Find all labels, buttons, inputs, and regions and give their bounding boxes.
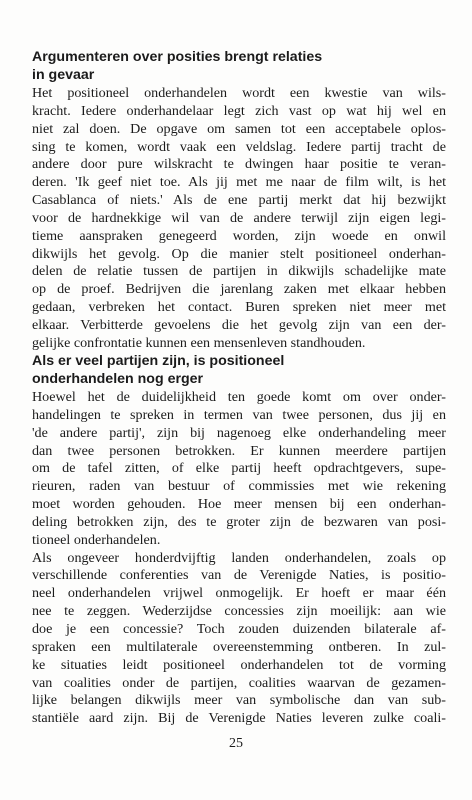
text-line: delen de relatie tussen de partijen in dikwijls schadelijke mate (32, 263, 446, 280)
text-line: gedaan, verbreken het contact. Buren spreken niet meer met (32, 299, 446, 316)
text-line: nee te zeggen. Wederzijdse concessies zijn moeilijk: aan wie (32, 603, 446, 620)
text-line: neel onderhandelen vrijwel onmogelijk. Er hoeft er maar één (32, 585, 446, 602)
paragraph (32, 85, 446, 353)
text-line: op de proef. Bedrijven die jarenlang zaken met elkaar hebben (32, 281, 446, 298)
text-line: dan twee personen betrokken. Er kunnen meerdere partijen (32, 442, 446, 459)
text-line: van coalities onder de partijen, coalities waarvan de gezamen- (32, 674, 446, 691)
text-line: dikwijls het gevolg. Op die manier stelt positioneel onderhan- (32, 245, 446, 262)
paragraph (32, 550, 446, 728)
heading-line: Als er veel partijen zijn, is positioneel (32, 353, 285, 369)
text-line: Hoewel het de duidelijkheid ten goede komt om over onder- (32, 389, 446, 405)
text-line: handelingen te spreken in termen van twee personen, dus jij en (32, 406, 446, 423)
text-line: doe je een concessie? Toch zouden duizenden bilaterale af- (32, 620, 446, 637)
text-line: lijke belangen dikwijls meer van symbolische dan van sub- (32, 692, 446, 709)
text-line: om de tafel zitten, of elke partij heeft opdrachtgevers, supe- (32, 460, 446, 477)
text-line: Als ongeveer honderdvijftig landen onderhandelen, zoals op (32, 549, 446, 566)
section-many-parties (32, 352, 446, 728)
paragraph (32, 389, 446, 550)
text-line: niet zal doen. De opgave om samen tot een acceptabele oplos- (32, 120, 446, 137)
text-line: voor de hardnekkige wil van de andere terwijl zijn eigen legi- (32, 209, 446, 226)
text-line: gelijke confrontatie kunnen een mensenleven standhouden. (32, 334, 366, 351)
text-line: elkaar. Verbitterde gevoelens die het gevolg zijn van een der- (32, 316, 446, 333)
text-line: ke situaties leidt positioneel onderhandelen tot de vorming (32, 656, 446, 673)
text-line: tieme aanspraken genegeerd worden, zijn woede en onwil (32, 227, 446, 244)
text-line: stantiële aard zijn. Bij de Verenigde Naties leveren zulke coali- (32, 710, 446, 727)
text-line: Het positioneel onderhandelen wordt een kwestie van wils- (32, 85, 446, 101)
section-heading (32, 352, 446, 388)
text-line: rieuren, raden van bestuur of commissies met wie rekening (32, 478, 446, 495)
text-line: kracht. Iedere onderhandelaar legt zich vast op wat hij wel en (32, 102, 446, 119)
page-number: 25 (229, 736, 243, 751)
heading-line: in gevaar (32, 67, 95, 83)
text-line: 'de andere partij', zijn bij nagenoeg elke onderhandeling meer (32, 424, 446, 441)
text-line: moet worden gehouden. Hoe meer mensen bij een onderhan- (32, 496, 446, 513)
section-heading (32, 48, 446, 84)
text-line: deren. 'Ik geef niet toe. Als jij met me naar de film wilt, is het (32, 174, 446, 191)
text-line: tioneel onderhandelen. (32, 531, 161, 548)
text-line: andere door pure wilskracht te dwingen haar positie te veran- (32, 156, 446, 173)
text-line: sing te komen, wordt vaak een veldslag. Iedere partij tracht de (32, 138, 446, 155)
heading-line: Argumenteren over posities brengt relaties (32, 49, 323, 65)
text-line: verschillende conferenties van de Verenigde Naties, is positio- (32, 567, 446, 584)
heading-line: onderhandelen nog erger (32, 371, 204, 387)
text-line: deling betrokken zijn, des te groter zijn de bezwaren van posi- (32, 513, 446, 530)
section-positions-relations (32, 48, 446, 353)
text-line: Casablanca of niets.' Als de ene partij merkt dat hij bezwijkt (32, 192, 446, 209)
text-line: spraken een multilaterale overeenstemming ontberen. In zul- (32, 638, 446, 655)
